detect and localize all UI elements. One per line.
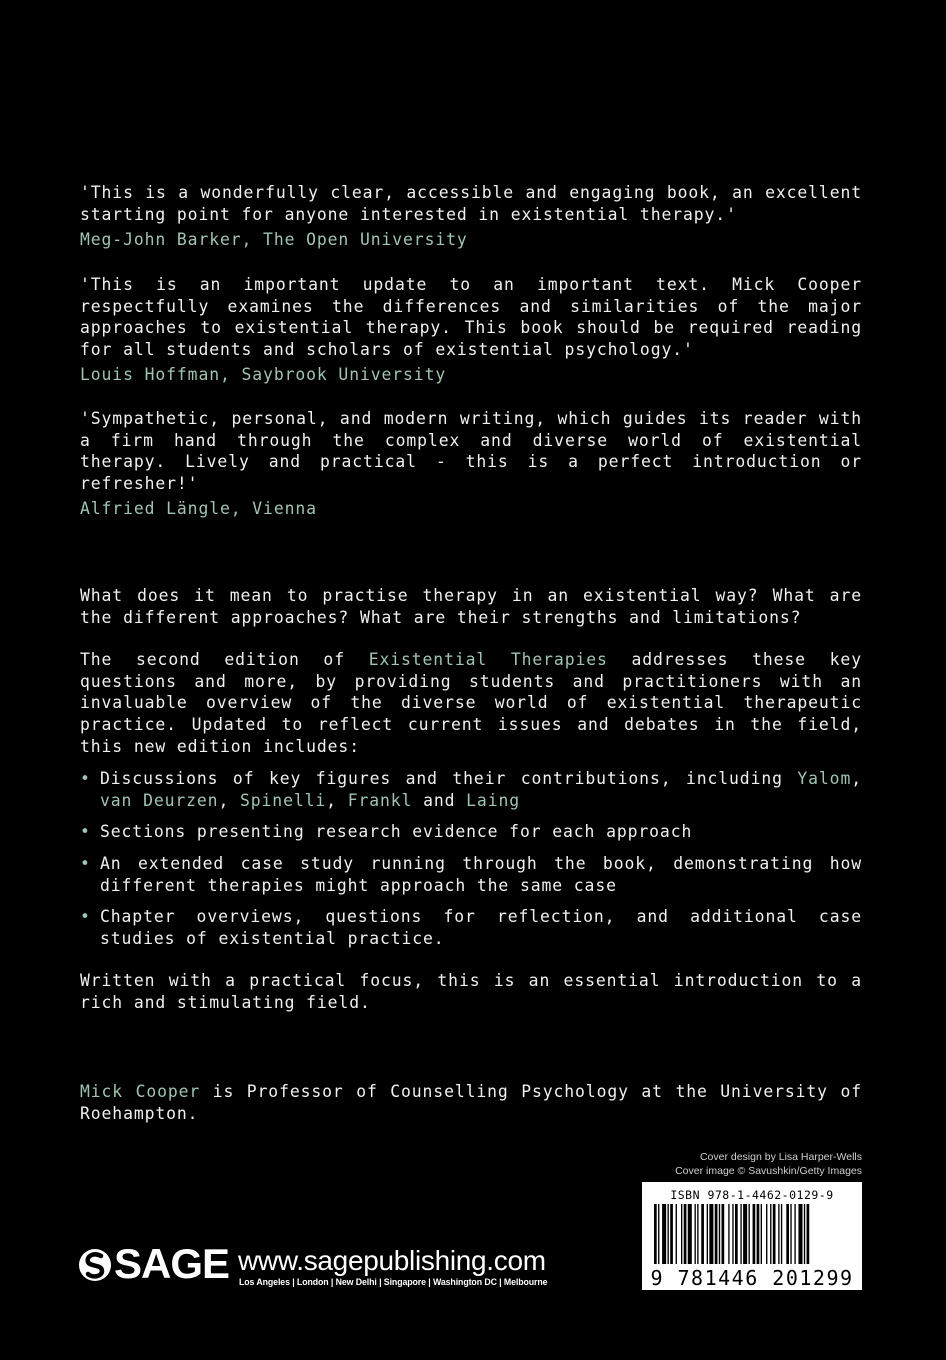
text-span: , <box>218 790 240 810</box>
barcode-bar <box>688 1204 692 1264</box>
barcode-bar <box>753 1204 756 1264</box>
list-item <box>80 906 862 949</box>
endorsement-quote: 'This is an important update to an important text. Mick Cooper respectfully examines the differences and similarities of the major approaches to existential therapy. This book should be required reading for all students and scholars of existential psychology.' <box>80 275 862 359</box>
publisher-cities: Los Angeles | London | New Delhi | Singapore | Washington DC | Melbourne <box>239 1277 548 1287</box>
barcode-bar <box>715 1204 718 1264</box>
barcode-bar <box>662 1204 666 1264</box>
barcode-bar <box>684 1204 687 1264</box>
barcode-bars <box>648 1204 856 1266</box>
text-span: An extended case study running through the book, demonstrating how different therapies might approach the same case <box>100 853 862 895</box>
figure-name: Spinelli <box>240 790 327 810</box>
barcode-bar <box>794 1204 795 1264</box>
barcode-bar <box>658 1204 659 1264</box>
bullet-marker: • <box>80 822 91 842</box>
barcode-bar <box>654 1204 657 1264</box>
barcode-bar <box>790 1204 791 1264</box>
figure-name: van Deurzen <box>100 790 219 810</box>
text-span: Discussions of key figures and their contributions, including <box>100 769 798 789</box>
sage-logo-icon <box>78 1244 112 1286</box>
isbn-label: ISBN 978-1-4462-0129-9 <box>670 1188 834 1202</box>
barcode-bar <box>732 1204 733 1264</box>
endorsement-3 <box>80 408 862 520</box>
endorsement-attribution: Louis Hoffman, Saybrook University <box>80 365 447 385</box>
barcode-bar <box>722 1204 725 1264</box>
barcode-bar <box>728 1204 729 1264</box>
endorsement-attribution: Meg-John Barker, The Open University <box>80 230 468 250</box>
book-title: Existential Therapies <box>368 650 608 670</box>
bullet-marker: • <box>80 907 91 927</box>
bullet-marker: • <box>80 853 91 873</box>
author-bio-text <box>80 1081 862 1124</box>
endorsement-attribution: Alfried Längle, Vienna <box>80 499 317 519</box>
list-item <box>80 821 862 843</box>
barcode-bar <box>701 1204 704 1264</box>
barcode-bar <box>770 1204 771 1264</box>
author-name: Mick Cooper <box>80 1082 201 1101</box>
text-span: Sections presenting research evidence for each approach <box>100 822 693 842</box>
barcode-bar <box>670 1204 673 1264</box>
barcode-bar <box>778 1204 779 1264</box>
barcode-bar <box>804 1204 805 1264</box>
book-description <box>80 585 862 1014</box>
barcode-bar <box>786 1204 789 1264</box>
barcode-bar <box>807 1204 810 1264</box>
author-bio <box>80 1081 862 1124</box>
barcode-bar <box>697 1204 698 1264</box>
description-closing: Written with a practical focus, this is an essential introduction to a rich and stimulating field. <box>80 971 862 1012</box>
figure-name: Frankl <box>347 790 413 810</box>
barcode-bar <box>773 1204 776 1264</box>
cover-design-credit: Cover design by Lisa Harper-Wells <box>699 1151 862 1163</box>
cover-image-credit: Cover image © Savushkin/Getty Images <box>675 1165 862 1177</box>
barcode-bar <box>707 1204 708 1264</box>
barcode-bar <box>668 1204 669 1264</box>
cover-credits <box>675 1150 862 1178</box>
text-span: , <box>851 769 862 789</box>
endorsement-1 <box>80 182 862 251</box>
text-span: and <box>412 790 467 810</box>
barcode-bar <box>676 1204 677 1264</box>
text-span: is Professor of Counselling Psychology at the University of Roehampton. <box>80 1082 862 1123</box>
barcode-bar <box>766 1204 767 1264</box>
text-span: The second edition of <box>80 650 369 670</box>
barcode-bar <box>735 1204 738 1264</box>
barcode-bar <box>761 1204 762 1264</box>
barcode-bar <box>749 1204 750 1264</box>
figure-name: Laing <box>466 790 520 810</box>
isbn-barcode <box>642 1182 862 1290</box>
text-span: , <box>326 790 348 810</box>
barcode-digits: 9 781446 201299 <box>650 1266 854 1290</box>
description-paragraph <box>80 649 862 757</box>
text-span: Chapter overviews, questions for reflection, and additional case studies of existential practice. <box>100 907 862 948</box>
text-span: addresses these key questions and more, by providing students and practitioners with an invaluable overview of the diverse world of existential therapeutic practice. Updated to reflect current issues and debates in the field, this new edition includes: <box>80 650 862 756</box>
description-intro: What does it mean to practise therapy in an existential way? What are the different approaches? What are their strengths and limitations? <box>80 586 862 627</box>
bullet-marker: • <box>80 769 91 789</box>
features-list <box>80 768 862 949</box>
endorsement-2 <box>80 274 862 386</box>
endorsement-quote: 'This is a wonderfully clear, accessible and engaging book, an excellent starting point for anyone interested in existential therapy.' <box>80 183 862 224</box>
barcode-bar <box>798 1204 802 1264</box>
barcode-bar <box>719 1204 720 1264</box>
barcode-bar <box>781 1204 782 1264</box>
sage-logo-word: SAGE <box>114 1240 230 1287</box>
figure-name: Yalom <box>797 769 852 789</box>
barcode-bar <box>757 1204 760 1264</box>
list-item <box>80 768 862 811</box>
barcode-bar <box>743 1204 747 1264</box>
list-item <box>80 853 862 896</box>
barcode-bar <box>695 1204 696 1264</box>
barcode-bar <box>709 1204 713 1264</box>
barcode-bar <box>681 1204 682 1264</box>
publisher-website: www.sagepublishing.com <box>238 1245 546 1276</box>
endorsement-quote: 'Sympathetic, personal, and modern writing, which guides its reader with a firm hand through the complex and diverse world of existential therapy. Lively and practical - this is a perfect introduction or refresher!' <box>80 409 862 493</box>
barcode-bar <box>740 1204 741 1264</box>
